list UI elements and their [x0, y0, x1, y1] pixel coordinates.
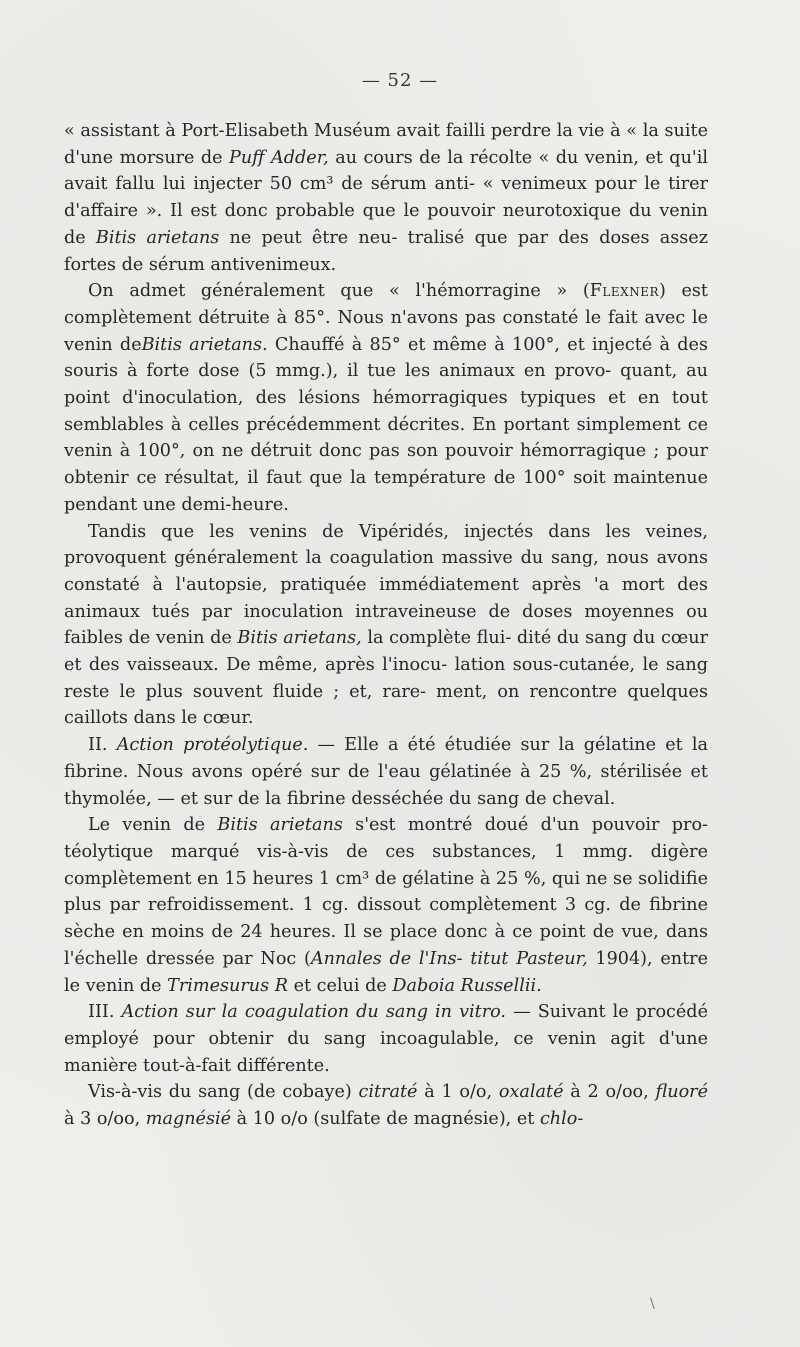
italic-text: Action protéolytique. [116, 735, 309, 756]
italic-text: oxalaté [498, 1082, 564, 1103]
italic-text: Bitis arietans [95, 227, 220, 248]
text-run: « assistant à Port-Elisabeth Muséum avait failli perdre la vie à « la suite d'une morsure de [64, 121, 708, 168]
paragraph [64, 812, 708, 999]
text-run: On admet généralement que « l'hémorragine » ( [88, 281, 590, 302]
paragraph [64, 999, 708, 1079]
text-run: au cours de la récolte « du venin, et qu'il avait fallu lui injecter 50 cm³ de sérum anti- « venimeux pour le tirer d'affaire ». Il est donc probable que le pouvoir neurotoxique du venin de [64, 147, 708, 248]
text-run: III. [88, 1002, 122, 1023]
text-run: et celui de [287, 975, 393, 996]
paragraph [64, 1079, 708, 1132]
italic-text: fluoré [655, 1082, 708, 1103]
text-run: Tandis que les venins de Vipéridés, injectés dans les veines, provoquent généralement la coagulation massive du sang, nous avons constaté à l'autopsie, pratiquée immédiatement après 'a mort des animaux tués par inoculation intraveineuse de doses moyennes ou faibles de venin de [64, 521, 708, 649]
text-run: à 3 o/oo, [64, 1109, 146, 1130]
text-run: II. [88, 735, 117, 756]
text-run: Le venin de [88, 815, 218, 836]
italic-text: Bitis arietans, [237, 628, 362, 649]
body-text [64, 118, 708, 1133]
text-run: Flexner [589, 281, 659, 302]
text-run: — Elle a été étudiée sur la gélatine et la fibrine. Nous avons opéré sur de l'eau gélatinée à 25 %, stérilisée et thymolée, — et sur de la fibrine desséchée du sang de cheval. [64, 735, 709, 809]
text-run: Chauffé à 85° et même à 100°, et injecté à des souris à forte dose (5 mmg.), il tue les animaux en provo- quant, au point d'inoculation, des lésions hémorragiques typiques et en tout semblables à celles précédemment décrites. En portant simplement ce venin à 100°, on ne détruit donc pas son pouvoir hémorragique ; pour obtenir ce résultat, il faut que la température de 100° soit maintenue pendant une demi-heure. [64, 334, 708, 515]
italic-text: chlo- [539, 1109, 584, 1130]
paragraph [64, 118, 708, 278]
text-run: 1904), entre le venin de [64, 948, 708, 996]
text-run: ) est complètement détruite à 85°. Nous n'avons pas constaté le fait avec le venin de [64, 281, 708, 355]
text-run: — Suivant le procédé employé pour obtenir du sang incoagulable, ce venin agit d'une manière tout-à-fait différente. [64, 1002, 708, 1076]
italic-text: Puff Adder, [229, 147, 329, 168]
text-run: à 10 o/o (sulfate de magnésie), et [231, 1109, 540, 1130]
paragraph [64, 732, 708, 812]
italic-text: Bitis arietans. [141, 334, 268, 355]
page-number: — 52 — [361, 70, 439, 91]
italic-text: Annales de l'Ins- titut Pasteur, [310, 948, 588, 969]
text-run: la complète flui- dité du sang du cœur et des vaisseaux. De même, après l'inocu- lation sous-cutanée, le sang reste le plus souvent fluide ; et, rare- ment, on rencontre quelques caillots dans le cœur. [64, 628, 708, 729]
paragraph [64, 278, 708, 518]
text-run: à 1 o/o, [417, 1082, 499, 1103]
text-run: ne peut être neu- tralisé que par des doses assez fortes de sérum antivenimeux. [64, 227, 708, 275]
italic-text: Action sur la coagulation du sang in vitro. [121, 1002, 506, 1023]
text-run: Vis-à-vis du sang (de cobaye) [88, 1082, 359, 1103]
paragraph [64, 519, 708, 733]
text-run: à 2 o/oo, [563, 1082, 656, 1103]
stray-mark: \ [650, 1296, 655, 1312]
text-run: s'est montré doué d'un pouvoir pro- téolytique marqué vis-à-vis de ces substances, 1 mmg. digère complètement en 15 heures 1 cm³ de gélatine à 25 %, qui ne se solidifie plus par refroidissement. 1 cg. dissout complètement 3 cg. de fibrine sèche en moins de 24 heures. Il se place donc à ce point de vue, dans l'échelle dressée par Noc ( [64, 815, 708, 969]
italic-text: Daboia Russellii. [392, 975, 542, 996]
italic-text: citraté [358, 1082, 418, 1103]
italic-text: Bitis arietans [217, 815, 343, 836]
italic-text: Trimesurus R [167, 975, 288, 996]
italic-text: magnésié [145, 1109, 232, 1130]
